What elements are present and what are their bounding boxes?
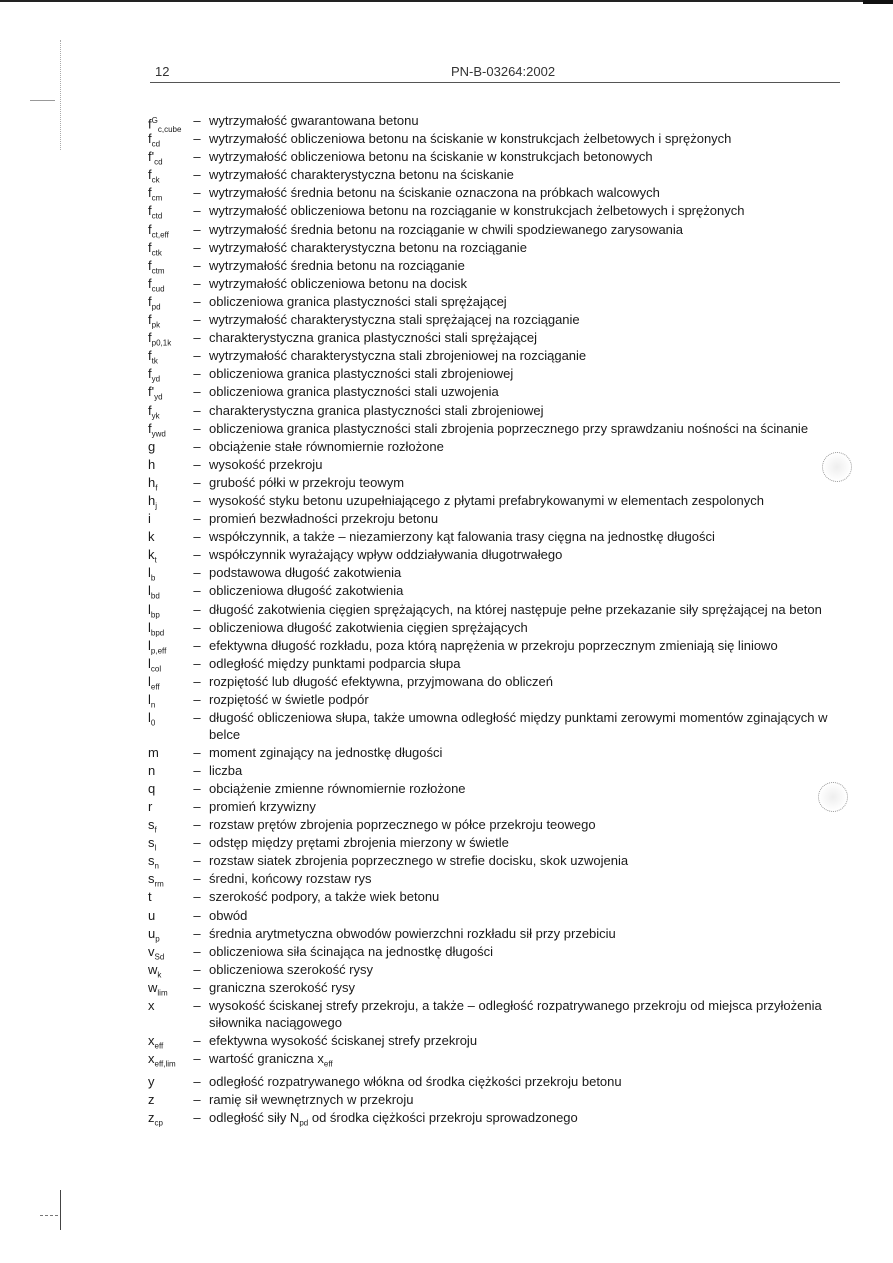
symbol-row [148, 492, 848, 510]
symbol: $f_{ctk}$ [148, 239, 162, 258]
symbol-row [148, 383, 848, 401]
dash-separator: – [193, 239, 201, 255]
symbol: g [148, 438, 156, 454]
symbol-row [148, 420, 848, 438]
definition: obliczeniowa granica plastyczności stali zbrojenia poprzecznego przy sprawdzaniu nośności na ścinanie [209, 420, 809, 436]
symbol: $f'_{cd}$ [148, 149, 163, 167]
dash-separator: – [193, 907, 201, 923]
definition: graniczna szerokość rysy [209, 979, 355, 995]
symbol: y [148, 1073, 155, 1089]
symbol-row [148, 637, 848, 655]
symbol-list [148, 112, 848, 1132]
definition: wytrzymałość charakterystyczna betonu na ściskanie [209, 167, 514, 183]
definition: wytrzymałość charakterystyczna betonu na rozciąganie [209, 239, 527, 255]
dash-separator: – [193, 583, 201, 599]
symbol-row [148, 275, 848, 293]
definition: wytrzymałość średnia betonu na rozciąganie w chwili spodziewanego zarysowania [209, 221, 684, 237]
definition: obciążenie zmienne równomiernie rozłożone [209, 780, 466, 796]
dash-separator: – [193, 203, 201, 219]
dash-separator: – [193, 979, 201, 995]
definition: współczynnik wyrażający wpływ oddziaływania długotrwałego [209, 547, 563, 563]
definition: promień krzywizny [209, 798, 316, 814]
symbol: $f_{tk}$ [148, 348, 158, 366]
symbol: $l_n$ [148, 692, 156, 710]
definition: podstawowa długość zakotwienia [209, 565, 402, 581]
dash-separator: – [193, 221, 201, 237]
symbol: $l_0$ [148, 710, 156, 728]
symbol: $l_{col}$ [148, 655, 162, 674]
definition: wytrzymałość charakterystyczna stali zbrojeniowej na rozciąganie [209, 348, 587, 364]
definition: obliczeniowa granica plastyczności stali zbrojeniowej [209, 366, 514, 382]
symbol: $f_{cd}$ [148, 131, 161, 149]
symbol-row [148, 673, 848, 691]
symbol: r [148, 798, 153, 814]
definition: obliczeniowa długość zakotwienia cięgien sprężających [209, 619, 528, 635]
binding-marks [60, 40, 63, 150]
dash-separator: – [193, 710, 201, 726]
symbol: $k_t$ [148, 547, 157, 565]
symbol-row [148, 601, 848, 619]
dash-separator: – [193, 780, 201, 796]
definition: obliczeniowa granica plastyczności stali sprężającej [209, 293, 507, 309]
symbol-row [148, 780, 848, 798]
dash-separator: – [193, 312, 201, 328]
symbol: $w_k$ [148, 961, 162, 980]
symbol-row [148, 744, 848, 762]
dash-separator: – [193, 402, 201, 418]
definition: wartość graniczna $x_{eff}$ [209, 1050, 333, 1069]
dash-separator: – [193, 692, 201, 707]
symbol: x [148, 998, 155, 1013]
symbol-row [148, 1073, 848, 1091]
symbol-row [148, 130, 848, 148]
symbol-row [148, 365, 848, 383]
symbol-row [148, 148, 848, 166]
definition: obliczeniowa szerokość rysy [209, 961, 374, 977]
symbol-row [148, 311, 848, 329]
definition: obciążenie stałe równomiernie rozłożone [209, 438, 444, 454]
dash-separator: – [193, 798, 201, 814]
dash-separator: – [193, 565, 201, 581]
symbol-row [148, 202, 848, 220]
definition: wytrzymałość gwarantowana betonu [209, 113, 419, 128]
dash-separator: – [193, 925, 201, 941]
symbol: $f^G_{c,cube}$ [148, 116, 182, 134]
symbol-row [148, 402, 848, 420]
dash-separator: – [193, 835, 201, 851]
dash-separator: – [193, 1032, 201, 1048]
symbol: t [148, 889, 152, 905]
symbol: $f_{ct,eff}$ [148, 221, 169, 240]
symbol: $x_{eff,lim}$ [148, 1050, 176, 1069]
symbol: $z_{cp}$ [148, 1109, 163, 1128]
definition: odległość między punktami podparcia słupa [209, 655, 461, 671]
dash-separator: – [193, 673, 201, 689]
symbol: $f_{ck}$ [148, 167, 160, 185]
definition: szerokość podpory, a także wiek betonu [209, 889, 440, 905]
symbol: $f_{ctm}$ [148, 257, 165, 276]
symbol: $f'_{yd}$ [148, 384, 163, 402]
definition: obliczeniowa siła ścinająca na jednostkę długości [209, 943, 494, 959]
symbol-row [148, 907, 848, 925]
dash-separator: – [193, 149, 201, 165]
symbol-row [148, 184, 848, 202]
dash-separator: – [193, 871, 201, 887]
symbol: $w_{lim}$ [148, 979, 168, 998]
definition: efektywna długość rozkładu, poza którą naprężenia w przekroju poprzecznym zmieniają się liniowo [209, 637, 778, 653]
symbol: $l_{bp}$ [148, 601, 160, 620]
symbol-row [148, 564, 848, 582]
symbol: $u_p$ [148, 925, 160, 944]
dash-separator: – [193, 529, 201, 545]
dash-separator: – [193, 348, 201, 364]
symbol: $s_{rm}$ [148, 871, 164, 889]
dash-separator: – [193, 998, 201, 1013]
dash-separator: – [193, 113, 201, 128]
symbol-row [148, 166, 848, 184]
symbol: $l_{eff}$ [148, 673, 160, 692]
symbol-row [148, 221, 848, 239]
symbol-row [148, 709, 848, 744]
definition: obliczeniowa długość zakotwienia [209, 583, 404, 599]
dash-separator: – [193, 744, 201, 760]
symbol-row [148, 293, 848, 311]
symbol: $l_{bd}$ [148, 583, 160, 602]
symbol: q [148, 780, 156, 796]
definition: średni, końcowy rozstaw rys [209, 871, 372, 887]
definition: moment zginający na jednostkę długości [209, 744, 443, 760]
symbol-row [148, 239, 848, 257]
standard-id: PN-B-03264:2002 [451, 64, 556, 79]
definition: wysokość styku betonu uzupełniającego z płytami prefabrykowanymi w elementach zespolonych [209, 492, 764, 508]
symbol-row [148, 1091, 848, 1109]
definition: wysokość przekroju [209, 456, 323, 472]
definition: wytrzymałość obliczeniowa betonu na rozciąganie w konstrukcjach żelbetowych i sprężonych [209, 203, 745, 219]
definition: ramię sił wewnętrznych w przekroju [209, 1091, 414, 1107]
definition: wysokość ściskanej strefy przekroju, a także – odległość rozpatrywanego przekroju od miejsca przyłożenia siłownika naciągowego [209, 998, 822, 1031]
symbol-row [148, 1109, 848, 1132]
symbol: $l_{bpd}$ [148, 619, 165, 638]
symbol-row [148, 474, 848, 492]
dash-separator: – [193, 492, 201, 508]
definition: rozstaw siatek zbrojenia poprzecznego w strefie docisku, skok uzwojenia [209, 853, 629, 869]
symbol-row [148, 925, 848, 943]
dash-separator: – [193, 366, 201, 382]
dash-separator: – [193, 330, 201, 346]
definition: długość obliczeniowa słupa, także umowna odległość między punktami zerowymi momentów zginających w belce [209, 710, 828, 743]
dash-separator: – [193, 257, 201, 273]
symbol: $f_{ywd}$ [148, 420, 166, 439]
definition: obliczeniowa granica plastyczności stali uzwojenia [209, 384, 499, 400]
symbol-row [148, 834, 848, 852]
dash-separator: – [193, 438, 201, 454]
definition: odległość siły $N_{pd}$ od środka ciężkości przekroju sprowadzonego [209, 1109, 578, 1128]
symbol-row [148, 979, 848, 997]
definition: średnia arytmetyczna obwodów powierzchni rozkładu sił przy przebiciu [209, 925, 616, 941]
symbol: $f_{pk}$ [148, 312, 161, 330]
definition: długość zakotwienia cięgien sprężających, na której następuje pełne przekazanie siły sprężającej na beton [209, 601, 822, 617]
symbol: $l_{p,eff}$ [148, 637, 167, 656]
dash-separator: – [193, 511, 201, 527]
symbol: $f_{yk}$ [148, 402, 160, 421]
symbol-row [148, 257, 848, 275]
dash-separator: – [193, 185, 201, 201]
symbol-row [148, 943, 848, 961]
dash-separator: – [193, 547, 201, 563]
symbol-row [148, 852, 848, 870]
symbol-row [148, 961, 848, 979]
dash-separator: – [193, 1050, 201, 1066]
symbol: u [148, 907, 156, 923]
dash-separator: – [193, 619, 201, 635]
dash-separator: – [193, 762, 201, 778]
definition: wytrzymałość średnia betonu na rozciąganie [209, 257, 465, 273]
symbol-row [148, 816, 848, 834]
symbol: i [148, 511, 151, 527]
dash-separator: – [193, 384, 201, 400]
definition: wytrzymałość charakterystyczna stali sprężającej na rozciąganie [209, 312, 580, 328]
symbol-row [148, 528, 848, 546]
symbol: $f_{ctd}$ [148, 203, 163, 222]
definition: liczba [209, 762, 243, 778]
definition: charakterystyczna granica plastyczności stali zbrojeniowej [209, 402, 544, 418]
symbol-row [148, 997, 848, 1032]
definition: wytrzymałość obliczeniowa betonu na ściskanie w konstrukcjach żelbetowych i sprężonych [209, 131, 732, 147]
definition: promień bezwładności przekroju betonu [209, 511, 439, 527]
symbol-row [148, 546, 848, 564]
symbol-row [148, 510, 848, 528]
symbol: $f_{yd}$ [148, 366, 161, 384]
page-number: 12 [155, 64, 170, 79]
definition: odstęp między prętami zbrojenia mierzony w świetle [209, 835, 509, 851]
dash-separator: – [193, 456, 201, 472]
symbol-row [148, 438, 848, 456]
symbol-row [148, 888, 848, 906]
dash-separator: – [193, 601, 201, 617]
symbol: $f_{pd}$ [148, 293, 161, 312]
dash-separator: – [193, 961, 201, 977]
symbol: h [148, 456, 156, 472]
definition: rozpiętość lub długość efektywna, przyjmowana do obliczeń [209, 673, 553, 689]
symbol: n [148, 762, 156, 778]
dash-separator: – [193, 1073, 201, 1089]
definition: odległość rozpatrywanego włókna od środka ciężkości przekroju betonu [209, 1073, 622, 1089]
definition: rozstaw prętów zbrojenia poprzecznego w półce przekroju teowego [209, 817, 596, 833]
symbol-row [148, 798, 848, 816]
symbol: $f_{cud}$ [148, 275, 165, 294]
symbol: $s_l$ [148, 835, 157, 853]
dash-separator: – [193, 293, 201, 309]
dash-separator: – [193, 889, 201, 905]
definition: obwód [209, 907, 248, 923]
top-rule [0, 0, 893, 2]
dash-separator: – [193, 131, 201, 147]
definition: współczynnik, a także – niezamierzony kąt falowania trasy cięgna na jednostkę długości [209, 529, 715, 545]
definition: charakterystyczna granica plastyczności stali sprężającej [209, 330, 538, 346]
definition: wytrzymałość średnia betonu na ściskanie oznaczona na próbkach walcowych [209, 185, 660, 201]
symbol-row [148, 1050, 848, 1073]
dash-separator: – [193, 1091, 201, 1107]
definition: wytrzymałość obliczeniowa betonu na ściskanie w konstrukcjach betonowych [209, 149, 653, 165]
symbol: z [148, 1091, 155, 1107]
symbol: $x_{eff}$ [148, 1032, 164, 1051]
binding-tick-bottom [40, 1215, 58, 1216]
binding-mark-bottom [60, 1190, 61, 1230]
symbol-row [148, 691, 848, 709]
symbol: $v_{Sd}$ [148, 943, 165, 962]
symbol-row [148, 870, 848, 888]
symbol: m [148, 744, 159, 760]
dash-separator: – [193, 275, 201, 291]
dash-separator: – [193, 420, 201, 436]
symbol-row [148, 329, 848, 347]
dash-separator: – [193, 637, 201, 653]
dash-separator: – [193, 167, 201, 183]
symbol: k [148, 529, 155, 545]
symbol-row [148, 762, 848, 780]
top-rule-accent [863, 0, 893, 4]
symbol-row [148, 1032, 848, 1050]
symbol-row [148, 456, 848, 474]
symbol: $h_j$ [148, 492, 158, 511]
symbol-row [148, 619, 848, 637]
dash-separator: – [193, 817, 201, 833]
symbol: $f_{cm}$ [148, 185, 163, 203]
definition: efektywna wysokość ściskanej strefy przekroju [209, 1032, 478, 1048]
symbol: $s_n$ [148, 853, 159, 871]
dash-separator: – [193, 1109, 201, 1125]
symbol: $f_{p0,1k}$ [148, 330, 172, 348]
definition: wytrzymałość obliczeniowa betonu na docisk [209, 275, 467, 291]
symbol-row [148, 582, 848, 600]
definition: grubość półki w przekroju teowym [209, 474, 405, 490]
dash-separator: – [193, 943, 201, 959]
symbol-row [148, 347, 848, 365]
symbol: $l_b$ [148, 565, 156, 583]
dash-separator: – [193, 853, 201, 869]
symbol-row [148, 112, 848, 134]
symbol: $s_f$ [148, 817, 157, 835]
binding-tick [30, 100, 55, 101]
header-rule [150, 82, 840, 83]
symbol: $h_f$ [148, 474, 158, 493]
definition: rozpiętość w świetle podpór [209, 692, 369, 707]
dash-separator: – [193, 474, 201, 490]
symbol-row [148, 655, 848, 673]
dash-separator: – [193, 655, 201, 671]
